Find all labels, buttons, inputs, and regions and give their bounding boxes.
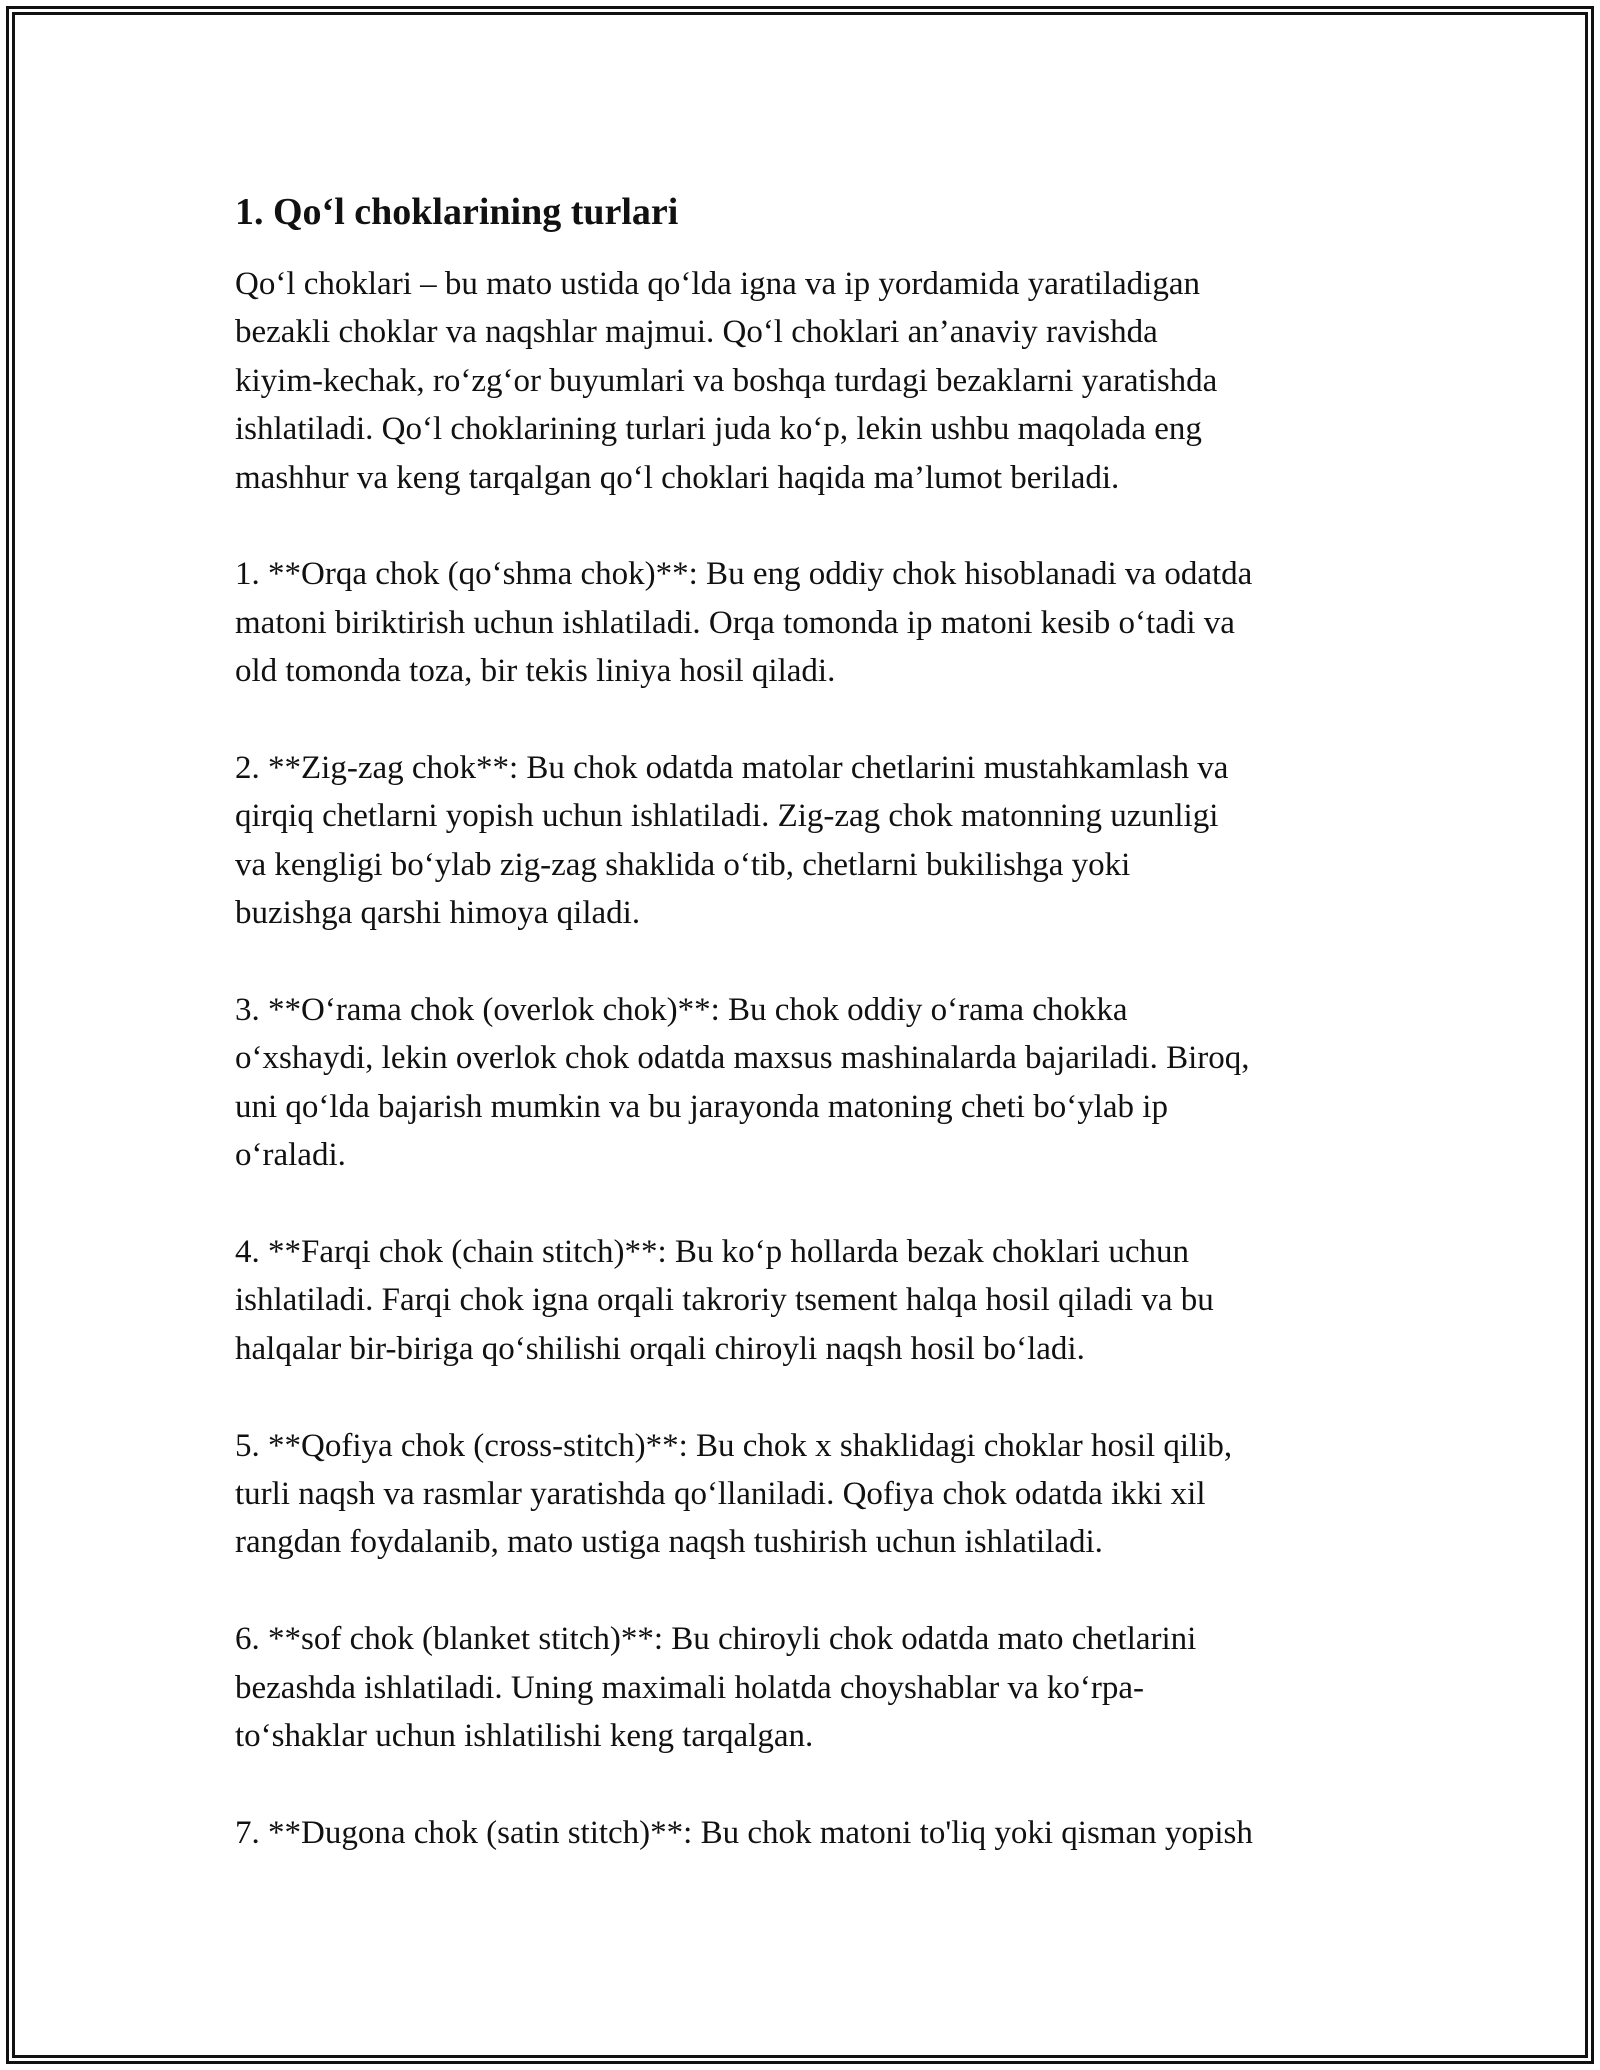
text-line: ishlatiladi. Farqi chok igna orqali takroriy tsement halqa hosil qiladi va bu — [235, 1282, 1214, 1319]
text-line: buzishga qarshi himoya qiladi. — [235, 895, 641, 932]
text-line: o‘raladi. — [235, 1137, 346, 1174]
list-item-overlock-stitch — [235, 986, 1390, 1180]
list-item-back-stitch — [235, 550, 1390, 695]
text-line: 4. **Farqi chok (chain stitch)**: Bu ko‘p hollarda bezak choklari uchun — [235, 1234, 1189, 1271]
text-line: ishlatiladi. Qo‘l choklarining turlari juda ko‘p, lekin ushbu maqolada eng — [235, 411, 1202, 448]
list-item-satin-stitch — [235, 1809, 1390, 1857]
text-line: 7. **Dugona chok (satin stitch)**: Bu chok matoni to'liq yoki qisman yopish — [235, 1814, 1253, 1851]
text-line: qirqiq chetlarni yopish uchun ishlatiladi. Zig-zag chok matonning uzunligi — [235, 798, 1219, 835]
text-line: 5. **Qofiya chok (cross-stitch)**: Bu chok x shaklidagi choklar hosil qilib, — [235, 1427, 1233, 1464]
text-line: rangdan foydalanib, mato ustiga naqsh tushirish uchun ishlatiladi. — [235, 1524, 1103, 1561]
text-line: old tomonda toza, bir tekis liniya hosil qiladi. — [235, 653, 836, 690]
text-line: uni qo‘lda bajarish mumkin va bu jarayonda matoning cheti bo‘ylab ip — [235, 1088, 1168, 1125]
text-line: 6. **sof chok (blanket stitch)**: Bu chiroyli chok odatda mato chetlarini — [235, 1621, 1197, 1658]
document-body — [235, 186, 1390, 1906]
text-line: Qo‘l choklari – bu mato ustida qo‘lda igna va ip yordamida yaratiladigan — [235, 266, 1200, 302]
list-item-chain-stitch — [235, 1228, 1390, 1373]
text-line: to‘shaklar uchun ishlatilishi keng tarqalgan. — [235, 1718, 814, 1755]
section-heading: 1. Qo‘l choklarining turlari — [235, 191, 679, 233]
text-line: mashhur va keng tarqalgan qo‘l choklari haqida ma’lumot beriladi. — [235, 459, 1120, 496]
text-line: matoni biriktirish uchun ishlatiladi. Orqa tomonda ip matoni kesib o‘tadi va — [235, 604, 1235, 641]
text-line: kiyim-kechak, ro‘zg‘or buyumlari va boshqa turdagi bezaklarni yaratishda — [235, 362, 1218, 399]
list-item-blanket-stitch — [235, 1615, 1390, 1760]
text-line: 2. **Zig-zag chok**: Bu chok odatda matolar chetlarini mustahkamlash va — [235, 750, 1229, 787]
list-item-zigzag-stitch — [235, 744, 1390, 938]
text-line: halqalar bir-biriga qo‘shilishi orqali chiroyli naqsh hosil bo‘ladi. — [235, 1330, 1085, 1367]
intro-paragraph — [235, 260, 1390, 502]
text-line: 1. **Orqa chok (qo‘shma chok)**: Bu eng oddiy chok hisoblanadi va odatda — [235, 556, 1253, 593]
text-line: va kengligi bo‘ylab zig-zag shaklida o‘tib, chetlarni bukilishga yoki — [235, 846, 1131, 883]
list-item-cross-stitch — [235, 1422, 1390, 1567]
text-line: bezakli choklar va naqshlar majmui. Qo‘l choklari an’anaviy ravishda — [235, 314, 1158, 351]
text-line: turli naqsh va rasmlar yaratishda qo‘llaniladi. Qofiya chok odatda ikki xil — [235, 1476, 1206, 1513]
text-line: o‘xshaydi, lekin overlok chok odatda maxsus mashinalarda bajariladi. Biroq, — [235, 1040, 1250, 1077]
text-line: 3. **O‘rama chok (overlok chok)**: Bu chok oddiy o‘rama chokka — [235, 992, 1128, 1029]
text-line: bezashda ishlatiladi. Uning maximali holatda choyshablar va ko‘rpa- — [235, 1669, 1145, 1706]
